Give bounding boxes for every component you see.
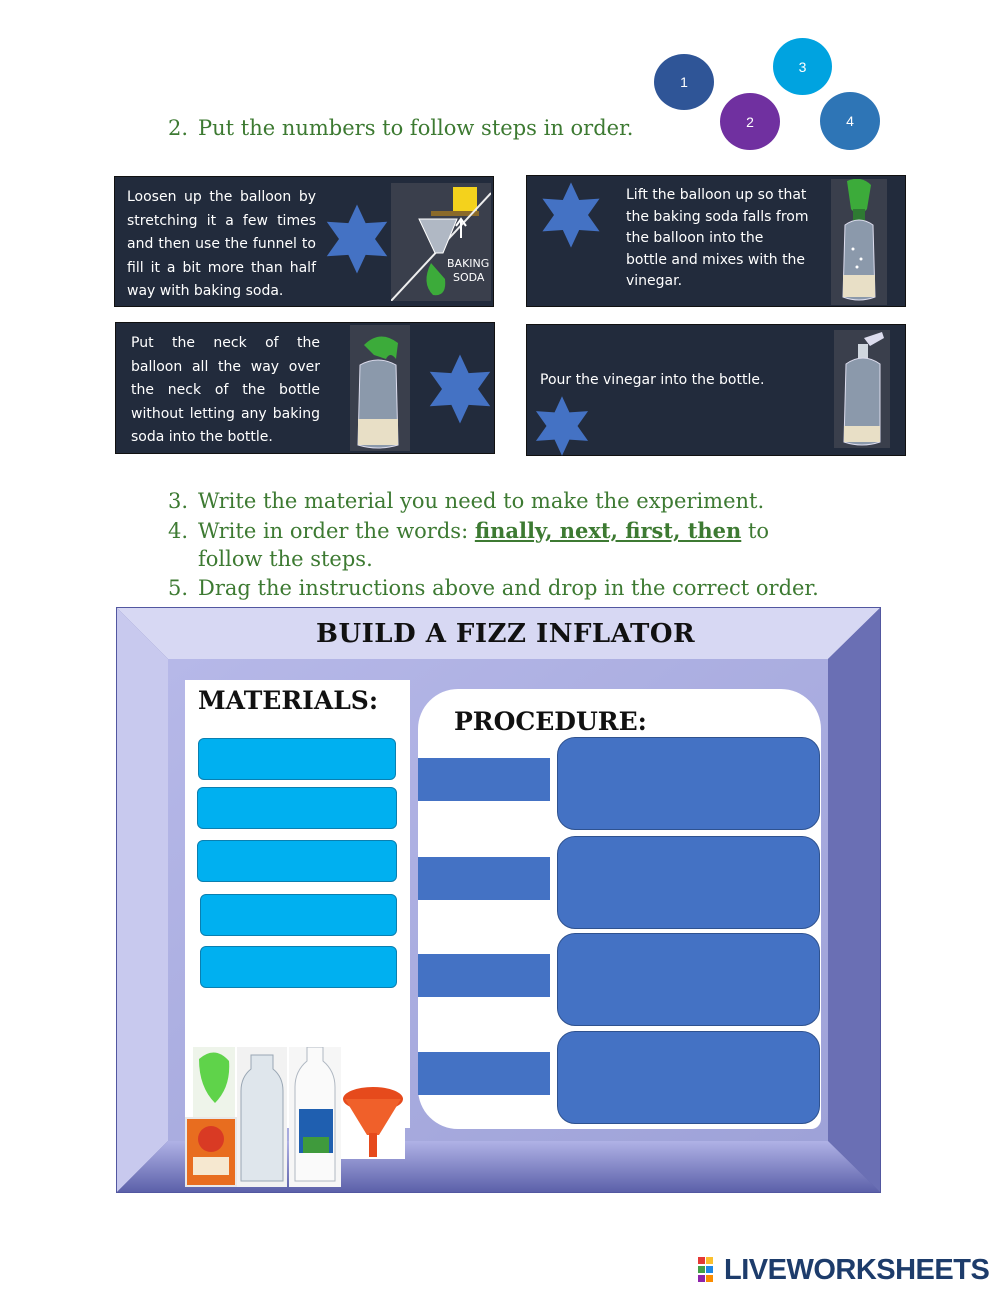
material-drop-slot-5[interactable] — [200, 946, 397, 988]
question-5 — [168, 574, 819, 603]
question-4 — [168, 516, 769, 546]
board-title: BUILD A FIZZ INFLATOR — [316, 619, 696, 649]
card-line: the neck of the bottle — [131, 382, 320, 398]
liveworksheets-logo — [698, 1255, 989, 1285]
instruction-card-lift[interactable] — [526, 175, 906, 307]
instruction-card-pour[interactable] — [526, 324, 906, 456]
logo-icon — [698, 1257, 722, 1283]
star-drop-target[interactable] — [537, 181, 605, 249]
question-4-continued — [198, 545, 373, 574]
number-bubble-1[interactable] — [654, 54, 714, 110]
step-drop-slot-2[interactable] — [557, 836, 820, 929]
instruction-card-loosen[interactable] — [114, 176, 494, 307]
material-drop-slot-1[interactable] — [198, 738, 396, 780]
question-text: Drag the instructions above and drop in the correct order. — [198, 576, 819, 600]
star-drop-target[interactable] — [527, 395, 597, 457]
question-number: 2. — [168, 116, 189, 140]
question-text: Write in order the words: — [198, 519, 475, 543]
card-line: Loosen up the balloon by — [127, 189, 316, 205]
card-text — [127, 186, 316, 304]
question-text: follow the steps. — [198, 547, 373, 571]
question-2 — [168, 114, 633, 143]
order-word-slot-3[interactable] — [418, 954, 550, 997]
card-line: without letting any baking — [131, 405, 320, 422]
card-line: way with baking soda. — [127, 283, 284, 299]
star-drop-target[interactable] — [424, 353, 496, 425]
question-text: Put the numbers to follow steps in order. — [198, 116, 634, 140]
bubble-label: 1 — [680, 74, 688, 90]
material-drop-slot-4[interactable] — [200, 894, 397, 936]
card-line: and then use the funnel to — [127, 236, 316, 252]
material-drop-slot-2[interactable] — [197, 787, 397, 829]
bottle-balloon-neck-image — [350, 325, 410, 451]
bubble-label: 3 — [798, 58, 807, 75]
card-line: fill it a bit more than half — [127, 259, 316, 276]
question-3 — [168, 487, 764, 516]
funnel-baking-soda-image — [391, 183, 491, 301]
card-text: Pour the vinegar into the bottle. — [540, 372, 765, 388]
card-line: the baking soda falls from — [626, 208, 809, 225]
materials-image — [185, 1047, 410, 1190]
material-drop-slot-3[interactable] — [197, 840, 397, 882]
star-drop-target[interactable] — [321, 203, 393, 275]
order-word-slot-2[interactable] — [418, 857, 550, 900]
step-drop-slot-4[interactable] — [557, 1031, 820, 1124]
card-text — [626, 185, 826, 293]
experiment-board — [116, 607, 881, 1193]
card-line: balloon all the way over — [131, 358, 320, 375]
bubble-label: 2 — [746, 113, 754, 130]
instruction-card-neck[interactable] — [115, 322, 495, 454]
number-bubble-2[interactable] — [720, 93, 780, 150]
logo-text: LIVEWORKSHEETS — [724, 1253, 990, 1286]
question-number: 4. — [168, 519, 189, 543]
card-line: soda into the bottle. — [131, 429, 273, 445]
number-bubble-4[interactable] — [820, 92, 880, 150]
number-bubble-3[interactable] — [773, 38, 832, 95]
procedure-heading: PROCEDURE: — [454, 707, 647, 736]
bottle-balloon-up-image — [831, 179, 887, 305]
materials-panel — [185, 680, 410, 1128]
order-word-slot-4[interactable] — [418, 1052, 550, 1095]
card-line: Lift the balloon up so that — [626, 187, 807, 203]
materials-heading: MATERIALS: — [198, 686, 379, 715]
step-drop-slot-1[interactable] — [557, 737, 820, 830]
bottle-pour-image — [834, 330, 890, 448]
step-drop-slot-3[interactable] — [557, 933, 820, 1026]
picture-label: BAKING — [447, 257, 490, 270]
card-line: the balloon into the — [626, 230, 764, 246]
picture-label: SODA — [453, 271, 485, 284]
card-line: Put the neck of the — [131, 335, 320, 351]
transition-words: finally, next, first, then — [474, 518, 742, 543]
card-line: bottle and mixes with the — [626, 251, 806, 268]
card-line: vinegar. — [626, 273, 683, 289]
order-word-slot-1[interactable] — [418, 758, 550, 801]
question-text: to — [741, 519, 770, 543]
question-text: Write the material you need to make the experiment. — [198, 489, 765, 513]
question-number: 5. — [168, 576, 189, 600]
card-line: stretching it a few times — [127, 212, 316, 229]
bubble-label: 4 — [846, 113, 854, 129]
question-number: 3. — [168, 489, 189, 513]
card-text — [131, 332, 320, 450]
